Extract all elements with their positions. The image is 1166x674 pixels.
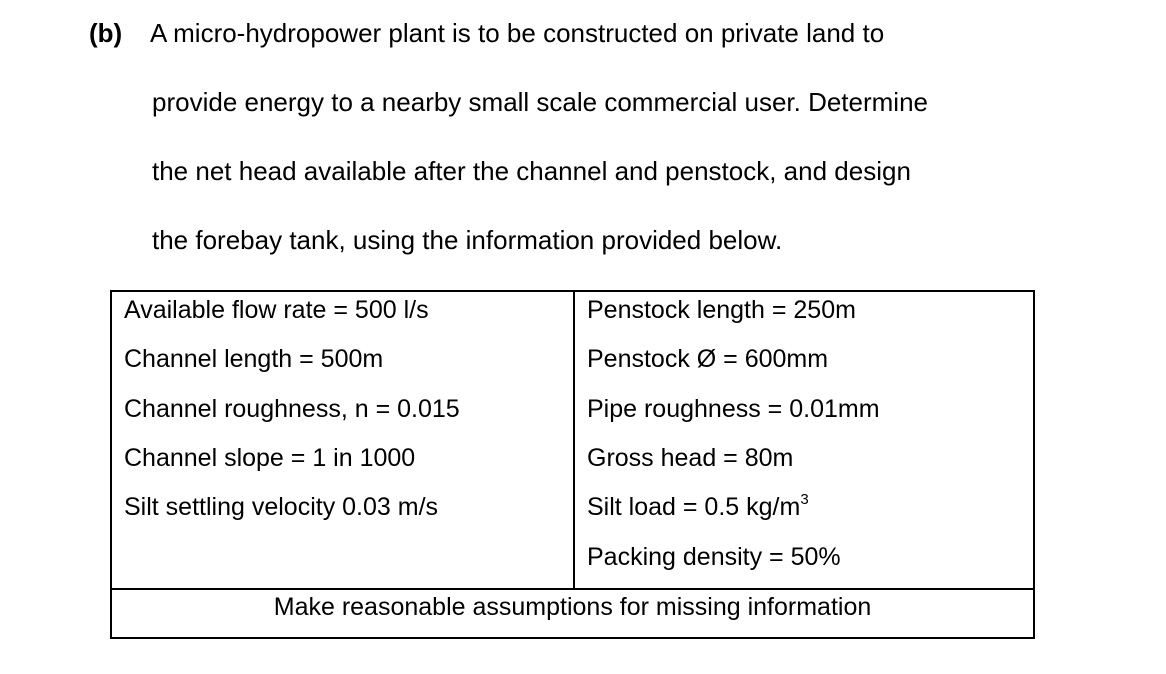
question-label: (b)	[89, 18, 123, 48]
silt-load-superscript: 3	[800, 491, 809, 508]
assumptions-note: Make reasonable assumptions for missing information	[273, 593, 872, 621]
cell-available-flow-rate: Available flow rate = 500 l/s	[124, 296, 429, 324]
column-divider	[573, 292, 575, 588]
question-text-line-4: the forebay tank, using the information provided below.	[152, 225, 783, 255]
cell-channel-length: Channel length = 500m	[124, 345, 384, 373]
cell-packing-density: Packing density = 50%	[587, 543, 841, 571]
question-text-line-1: A micro-hydropower plant is to be constructed on private land to	[150, 18, 885, 48]
cell-silt-load	[587, 493, 809, 522]
cell-penstock-length: Penstock length = 250m	[587, 296, 856, 324]
data-table	[110, 290, 1035, 639]
cell-silt-settling-velocity: Silt settling velocity 0.03 m/s	[124, 493, 439, 521]
cell-pipe-roughness: Pipe roughness = 0.01mm	[587, 395, 880, 423]
question-text-line-3: the net head available after the channel and penstock, and design	[152, 156, 911, 186]
cell-penstock-diameter: Penstock Ø = 600mm	[587, 345, 829, 373]
cell-channel-slope: Channel slope = 1 in 1000	[124, 444, 416, 472]
question-text-line-2: provide energy to a nearby small scale commercial user. Determine	[152, 87, 929, 117]
cell-gross-head: Gross head = 80m	[587, 444, 794, 472]
silt-load-text: Silt load = 0.5 kg/m	[587, 493, 801, 521]
cell-channel-roughness: Channel roughness, n = 0.015	[124, 395, 460, 423]
row-divider	[112, 588, 1033, 590]
